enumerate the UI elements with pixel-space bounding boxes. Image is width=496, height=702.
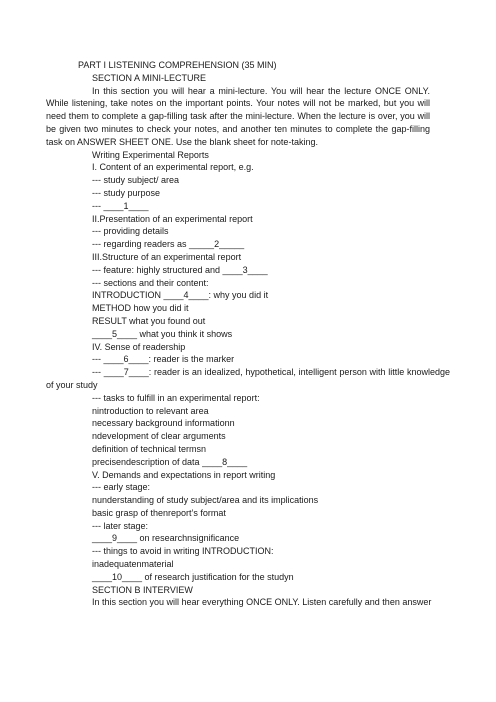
outline-line: nintroduction to relevant area — [92, 405, 209, 416]
outline-line: IV. Sense of readership — [92, 341, 186, 352]
outline-line: --- study purpose — [92, 187, 161, 198]
section-b-title: SECTION B INTERVIEW — [92, 584, 193, 595]
outline-line: INTRODUCTION ____4____: why you did it — [92, 290, 269, 301]
outline-line: --- early stage: — [92, 482, 151, 493]
outline-line: ____5____ what you think it shows — [92, 328, 233, 339]
outline-line: --- ____6____: reader is the marker — [92, 354, 235, 365]
outline-line: RESULT what you found out — [92, 315, 206, 326]
outline-line: --- feature: highly structured and ____3____ — [92, 264, 268, 275]
outline-line: nunderstanding of study subject/area and its implications — [92, 495, 319, 506]
outline-line: III.Structure of an experimental report — [92, 251, 242, 262]
outline-line: Writing Experimental Reports — [92, 149, 209, 160]
outline-line: inadequatenmaterial — [92, 559, 174, 570]
outline-line: definition of technical termsn — [92, 443, 207, 454]
outline-line: necessary background informationn — [92, 418, 235, 429]
outline-line: II.Presentation of an experimental report — [92, 213, 253, 224]
outline-line: --- things to avoid in writing INTRODUCTION: — [92, 546, 274, 557]
outline-line: --- later stage: — [92, 520, 149, 531]
section-a-instructions: In this section you will hear a mini-lecture. You will hear the lecture ONCE ONLY. While listening, take notes on the important points. Your notes will not be marked, but you will need them to complete a gap-filling task after the mini-lecture. When the lecture is over, you will be given two minutes to check your notes, and another ten minutes to complete the gap-filling task on ANSWER SHEET ONE. Use the blank sheet for note-taking. — [46, 85, 430, 147]
outline-line: --- providing details — [92, 226, 169, 237]
outline-line: ndevelopment of clear arguments — [92, 431, 226, 442]
outline-line: --- sections and their content: — [92, 277, 209, 288]
outline-line: --- tasks to fulfill in an experimental report: — [92, 392, 260, 403]
outline-line: basic grasp of thenreport’s format — [92, 507, 226, 518]
section-a-title: SECTION A MINI-LECTURE — [92, 72, 207, 83]
section-b-instructions: In this section you will hear everything ONCE ONLY. Listen carefully and then answer — [92, 597, 432, 608]
lecture-outline — [0, 149, 496, 610]
outline-line: --- regarding readers as _____2_____ — [92, 239, 245, 250]
outline-line: --- study subject/ area — [92, 175, 180, 186]
outline-line: METHOD how you did it — [92, 303, 189, 314]
outline-line: --- ____1____ — [92, 200, 149, 211]
readership-item: --- ____7____: reader is an idealized, hypothetical, intelligent person with little knowledge of your study — [46, 367, 450, 390]
outline-line: ____10____ of research justification for the studyn — [92, 571, 294, 582]
outline-line: precisendescription of data ____8____ — [92, 456, 248, 467]
outline-line: I. Content of an experimental report, e.g. — [92, 162, 254, 173]
outline-line: ____9____ on researchnsignificance — [92, 533, 240, 544]
outline-line: V. Demands and expectations in report writing — [92, 469, 276, 480]
part-title: PART I LISTENING COMPREHENSION (35 MIN) — [78, 60, 277, 70]
